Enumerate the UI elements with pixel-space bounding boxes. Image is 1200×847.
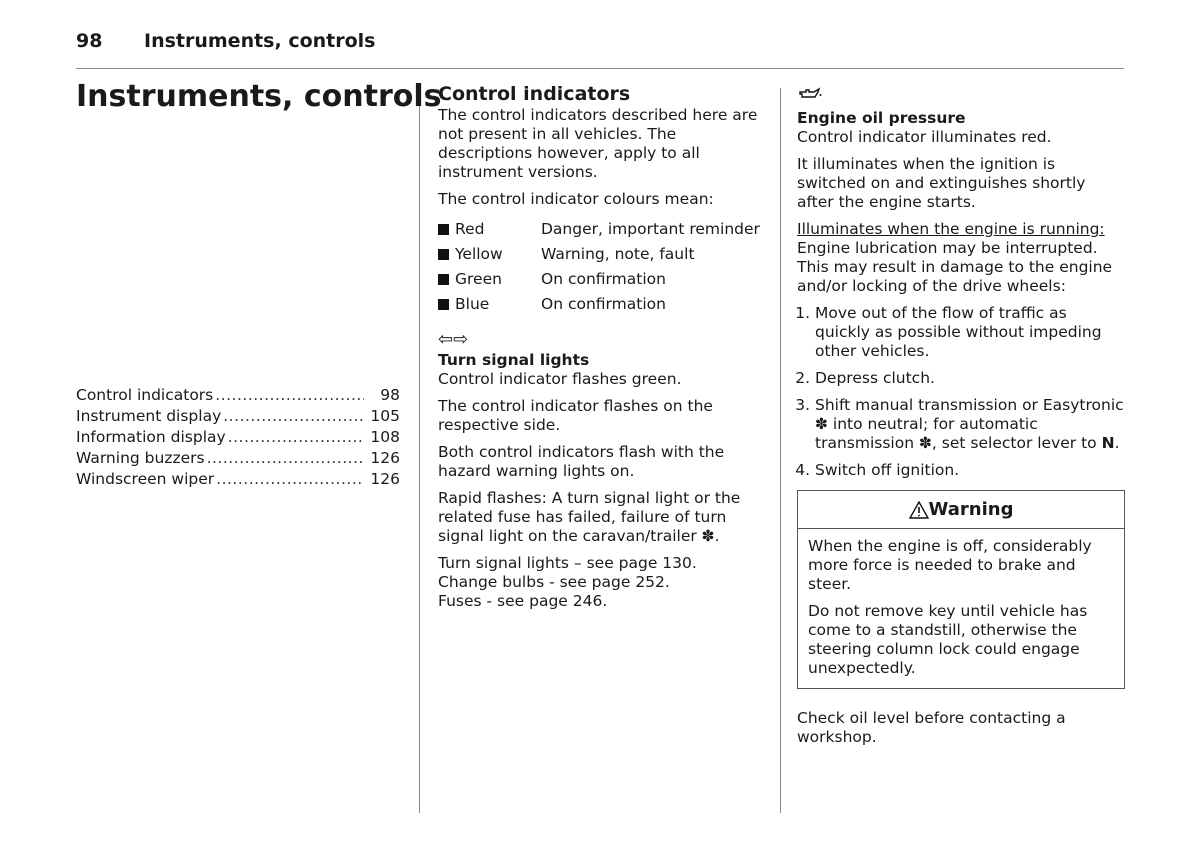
warning-box [797, 490, 1125, 689]
toc-page: 98 [380, 386, 400, 404]
square-bullet-icon [438, 249, 449, 260]
toc-page: 126 [370, 470, 400, 488]
oil-can-icon [797, 87, 1125, 109]
list-item: 1. Move out of the flow of traffic as quickly as possible without impeding other vehicles. [815, 304, 1125, 361]
list-item: 2. Depress clutch. [815, 369, 1125, 388]
toc-entry[interactable] [76, 428, 400, 449]
turn-signal-text: Control indicator flashes green. [438, 370, 682, 388]
running-heading: Illuminates when the engine is running: [797, 220, 1105, 238]
toc-label: Windscreen wiper [76, 470, 215, 488]
toc-leader [223, 407, 364, 425]
oil-text: Engine lubrication may be interrupted. This may result in damage to the engine and/or locking of the drive wheels: [797, 239, 1113, 295]
colour-row [438, 292, 763, 317]
page-number: 98 [76, 30, 103, 52]
toc-label: Instrument display [76, 407, 222, 425]
colour-meaning: Warning, note, fault [541, 245, 695, 263]
middle-column [438, 82, 763, 611]
colour-row [438, 217, 763, 242]
closing-text: Check oil level before contacting a workshop. [797, 709, 1066, 746]
table-of-contents [76, 386, 400, 491]
toc-page: 105 [370, 407, 400, 425]
square-bullet-icon [438, 274, 449, 285]
turn-signal-text: The control indicator flashes on the respective side. [438, 397, 713, 434]
page-reference: Change bulbs - see page 252. [438, 573, 670, 591]
toc-entry[interactable] [76, 386, 400, 407]
colour-name: Blue [455, 295, 490, 313]
colours-intro: The control indicator colours mean: [438, 190, 714, 208]
toc-label: Control indicators [76, 386, 214, 404]
list-item: 3. Shift manual transmission or Easytronic ✽ into neutral; for automatic transmission ✽, set selector lever to N. [815, 396, 1125, 453]
square-bullet-icon [438, 299, 449, 310]
colour-meaning: Danger, important reminder [541, 220, 760, 238]
steps-list [797, 304, 1125, 480]
toc-page: 126 [370, 449, 400, 467]
oil-can-icon [797, 87, 823, 103]
warning-text: Do not remove key until vehicle has come to a standstill, otherwise the steering column lock could engage unexpectedly. [808, 602, 1088, 677]
toc-leader [207, 449, 364, 467]
turn-signal-text: Both control indicators flash with the hazard warning lights on. [438, 443, 725, 480]
colour-row [438, 242, 763, 267]
colour-name: Red [455, 220, 485, 238]
toc-entry[interactable] [76, 407, 400, 428]
toc-page: 108 [370, 428, 400, 446]
toc-label: Warning buzzers [76, 449, 205, 467]
colour-row [438, 267, 763, 292]
warning-triangle-icon [909, 501, 929, 519]
colour-name: Green [455, 270, 502, 288]
oil-text: Control indicator illuminates red. [797, 128, 1052, 146]
section-title-control-indicators: Control indicators [438, 83, 631, 105]
intro-paragraph: The control indicators described here are not present in all vehicles. The descriptions however, apply to all instrument versions. [438, 106, 758, 181]
column-divider [419, 88, 420, 813]
turn-signal-arrows-icon: ⇦⇨ [438, 329, 469, 350]
oil-text: It illuminates when the ignition is switched on and extinguishes shortly after the engine starts. [797, 155, 1086, 211]
toc-leader [215, 386, 364, 404]
list-item: 4. Switch off ignition. [815, 461, 1125, 480]
column-divider [780, 88, 781, 813]
warning-title: Warning [928, 499, 1014, 520]
header-rule [76, 68, 1124, 69]
toc-entry[interactable] [76, 449, 400, 470]
right-column [797, 87, 1125, 755]
warning-body [798, 529, 1124, 688]
warning-text: When the engine is off, considerably more force is needed to brake and steer. [808, 537, 1092, 593]
colour-meaning: On confirmation [541, 295, 666, 313]
toc-leader [216, 470, 364, 488]
page-reference: Fuses - see page 246. [438, 592, 608, 610]
toc-leader [228, 428, 364, 446]
chapter-title: Instruments, controls [76, 79, 442, 114]
colour-meaning: On confirmation [541, 270, 666, 288]
toc-entry[interactable] [76, 470, 400, 491]
section-title-oil-pressure: Engine oil pressure [797, 109, 966, 127]
running-header-title: Instruments, controls [144, 30, 376, 52]
square-bullet-icon [438, 224, 449, 235]
warning-header [798, 491, 1124, 529]
page-reference: Turn signal lights – see page 130. [438, 554, 697, 572]
turn-signal-text: Rapid flashes: A turn signal light or the related fuse has failed, failure of turn signal light on the caravan/trailer ✽. [438, 489, 741, 545]
section-title-turn-signal: Turn signal lights [438, 351, 590, 369]
colour-name: Yellow [455, 245, 503, 263]
colour-legend [438, 217, 763, 317]
toc-label: Information display [76, 428, 226, 446]
